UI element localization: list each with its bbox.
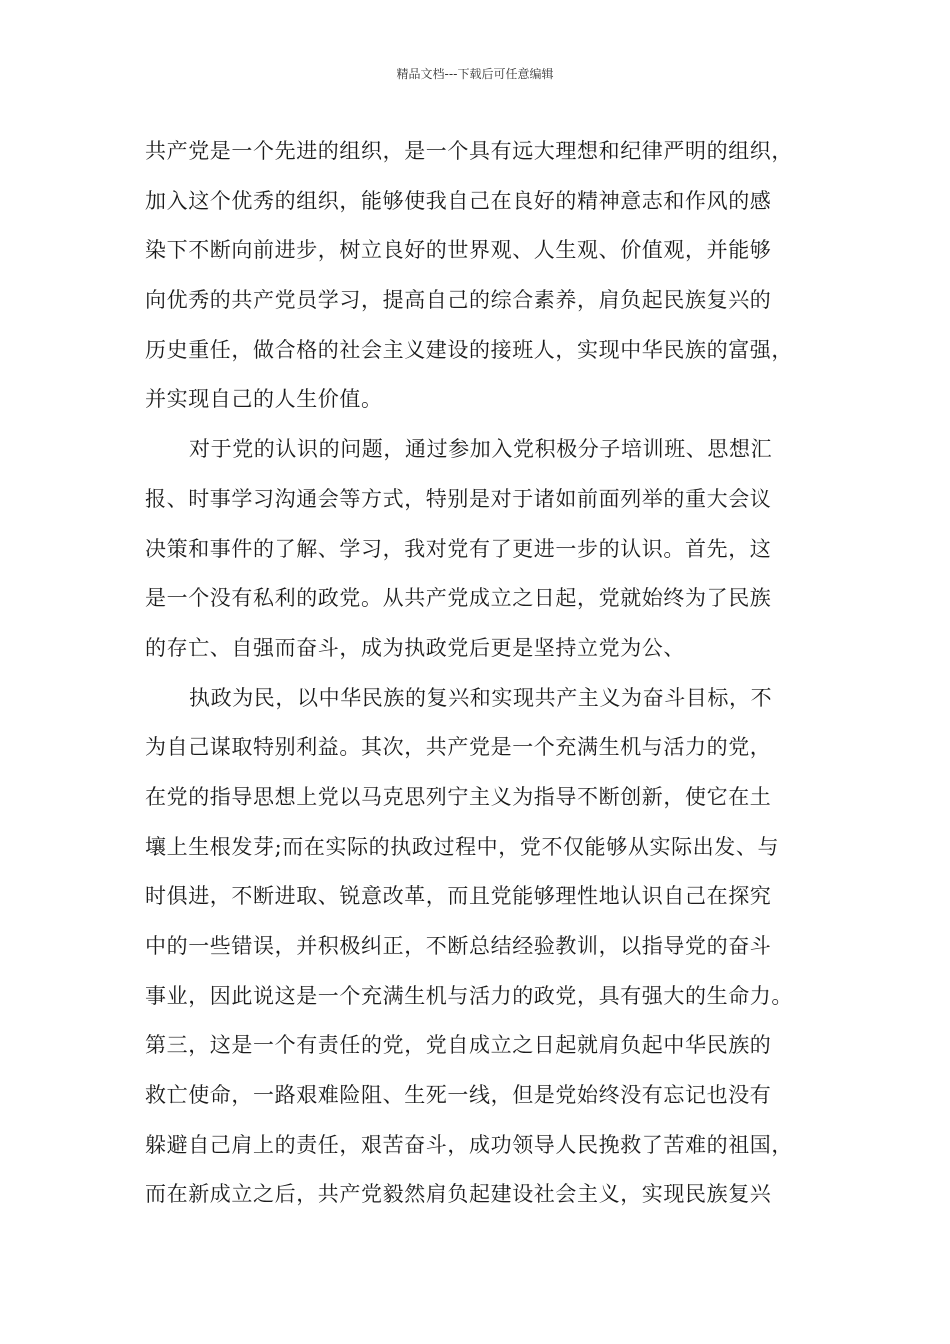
text-line: 中的一些错误，并积极纠正，不断总结经验教训，以指导党的奋斗 xyxy=(145,934,772,958)
paragraph-start-line: 对于党的认识的问题，通过参加入党积极分子培训班、思想汇 xyxy=(189,437,773,462)
text-line: 的存亡、自强而奋斗，成为执政党后更是坚持立党为公、 xyxy=(145,635,685,660)
text-line: 共产党是一个先进的组织，是一个具有远大理想和纪律严明的组织， xyxy=(145,139,793,163)
text-line: 染下不断向前进步，树立良好的世界观、人生观、价值观，并能够 xyxy=(145,238,772,263)
page-header: 精品文档---下载后可任意编辑 xyxy=(396,67,554,81)
paragraph-start-line: 执政为民，以中华民族的复兴和实现共产主义为奋斗目标，不 xyxy=(189,685,773,710)
text-line: 是一个没有私利的政党。从共产党成立之日起，党就始终为了民族 xyxy=(145,586,772,611)
document-body xyxy=(145,127,825,1220)
text-line: 向优秀的共产党员学习，提高自己的综合素养，肩负起民族复兴的 xyxy=(145,288,772,313)
text-line: 并实现自己的人生价值。 xyxy=(145,387,383,412)
text-line: 加入这个优秀的组织，能够使我自己在良好的精神意志和作风的感 xyxy=(145,188,772,213)
text-line: 在党的指导思想上党以马克思列宁主义为指导不断创新，使它在土 xyxy=(145,784,772,809)
text-line: 第三，这是一个有责任的党，党自成立之日起就肩负起中华民族的 xyxy=(145,1033,772,1058)
text-line: 为自己谋取特别利益。其次，共产党是一个充满生机与活力的党， xyxy=(145,735,772,760)
text-line: 而在新成立之后，共产党毅然肩负起建设社会主义，实现民族复兴 xyxy=(145,1182,772,1207)
text-line: 事业，因此说这是一个充满生机与活力的政党，具有强大的生命力。 xyxy=(145,983,793,1008)
text-line: 壤上生根发芽;而在实际的执政过程中，党不仅能够从实际出发、与 xyxy=(145,834,780,859)
text-line: 报、时事学习沟通会等方式，特别是对于诸如前面列举的重大会议 xyxy=(145,486,772,511)
text-line: 救亡使命，一路艰难险阻、生死一线，但是党始终没有忘记也没有 xyxy=(145,1083,772,1108)
text-line: 决策和事件的了解、学习，我对党有了更进一步的认识。首先，这 xyxy=(145,536,772,561)
text-line: 时俱进，不断进取、锐意改革，而且党能够理性地认识自己在探究 xyxy=(145,884,772,909)
text-line: 历史重任，做合格的社会主义建设的接班人，实现中华民族的富强， xyxy=(145,337,793,362)
text-line: 躲避自己肩上的责任，艰苦奋斗，成功领导人民挽救了苦难的祖国， xyxy=(145,1132,793,1157)
